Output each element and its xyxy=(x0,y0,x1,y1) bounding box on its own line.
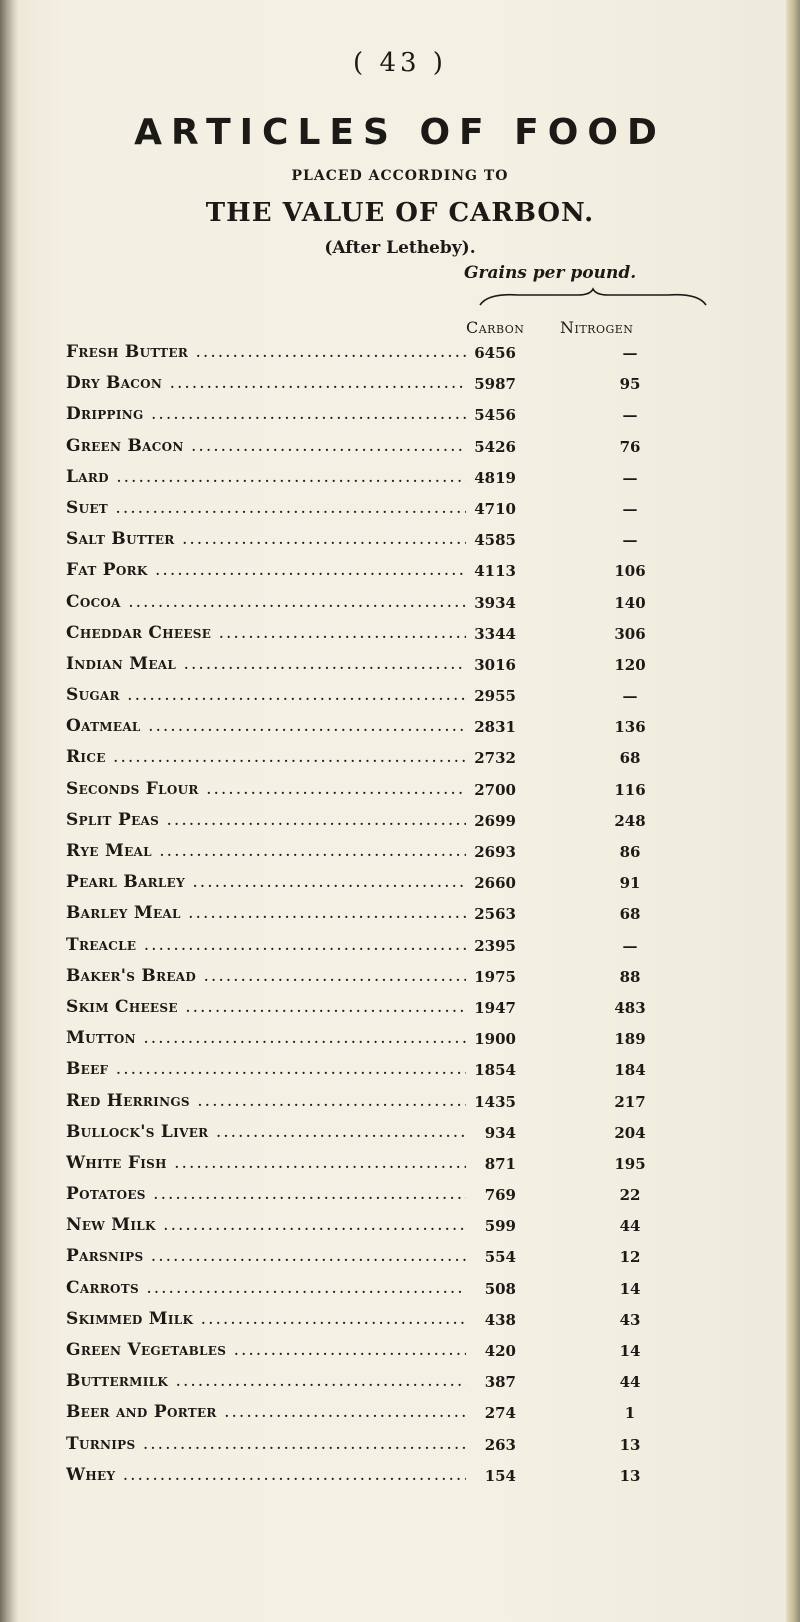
table-row xyxy=(0,962,800,993)
table-row xyxy=(0,1430,800,1461)
page-heading: THE VALUE OF CARBON. xyxy=(205,198,595,228)
nitrogen-value: — xyxy=(622,468,638,487)
carbon-value: 2700 xyxy=(474,780,516,799)
article-name: Fresh Butter ..... xyxy=(66,342,466,362)
article-name: Barley Meal ..... xyxy=(66,903,466,923)
carbon-value: 769 xyxy=(484,1186,516,1205)
table-row xyxy=(0,463,800,494)
food-table xyxy=(0,338,800,1492)
carbon-value: 4113 xyxy=(474,562,516,581)
article-name: Beef ..... xyxy=(66,1059,466,1079)
page-subtitle: PLACED ACCORDING TO xyxy=(291,168,509,184)
table-row xyxy=(0,1336,800,1367)
table-row xyxy=(0,1305,800,1336)
nitrogen-value: 189 xyxy=(614,1030,646,1049)
table-row xyxy=(0,993,800,1024)
carbon-value: 2660 xyxy=(474,874,516,893)
table-row xyxy=(0,650,800,681)
carbon-value: 2395 xyxy=(474,936,516,955)
page-number: ( 43 ) xyxy=(353,48,447,78)
article-name: Salt Butter ..... xyxy=(66,529,466,549)
carbon-value: 2955 xyxy=(474,687,516,706)
table-row xyxy=(0,525,800,556)
column-header-carbon: Carbon xyxy=(466,318,525,337)
article-name: Parsnips ..... xyxy=(66,1246,466,1266)
carbon-value: 438 xyxy=(484,1310,516,1329)
nitrogen-value: 195 xyxy=(614,1154,646,1173)
carbon-value: 871 xyxy=(484,1154,516,1173)
article-name: Dry Bacon ..... xyxy=(66,373,466,393)
nitrogen-value: 483 xyxy=(614,998,646,1017)
article-name: Split Peas ..... xyxy=(66,810,466,830)
column-brace xyxy=(478,287,708,307)
article-name: Treacle ..... xyxy=(66,935,466,955)
carbon-value: 508 xyxy=(484,1279,516,1298)
article-name: Dripping ..... xyxy=(66,404,466,424)
table-row xyxy=(0,494,800,525)
table-row xyxy=(0,369,800,400)
article-name: Baker's Bread ..... xyxy=(66,966,466,986)
table-row xyxy=(0,1024,800,1055)
nitrogen-value: 14 xyxy=(619,1342,641,1360)
column-header-nitrogen: Nitrogen xyxy=(560,318,634,337)
nitrogen-value: 13 xyxy=(619,1435,641,1454)
table-row xyxy=(0,712,800,743)
nitrogen-value: 44 xyxy=(619,1217,641,1236)
carbon-value: 554 xyxy=(484,1248,516,1267)
table-row xyxy=(0,899,800,930)
article-name: Potatoes ..... xyxy=(66,1184,466,1204)
carbon-value: 934 xyxy=(484,1123,516,1142)
table-row xyxy=(0,1398,800,1429)
article-name: Skimmed Milk ..... xyxy=(66,1309,466,1329)
table-row xyxy=(0,556,800,587)
nitrogen-value: — xyxy=(622,531,638,550)
nitrogen-value: 248 xyxy=(614,811,646,830)
carbon-value: 3934 xyxy=(474,593,516,612)
carbon-value: 2563 xyxy=(474,905,516,924)
nitrogen-value: 95 xyxy=(619,375,641,394)
table-row xyxy=(0,1118,800,1149)
table-row xyxy=(0,400,800,431)
carbon-value: 274 xyxy=(484,1404,516,1423)
nitrogen-value: 140 xyxy=(614,593,646,612)
units-label: Grains per pound. xyxy=(464,263,637,283)
carbon-value: 3016 xyxy=(474,655,516,674)
nitrogen-value: 22 xyxy=(619,1186,641,1205)
carbon-value: 5456 xyxy=(474,406,516,425)
table-row xyxy=(0,806,800,837)
carbon-value: 1854 xyxy=(474,1061,516,1080)
table-row xyxy=(0,588,800,619)
nitrogen-value: 184 xyxy=(614,1061,646,1080)
nitrogen-value: 43 xyxy=(619,1310,641,1329)
nitrogen-value: 116 xyxy=(614,780,646,799)
article-name: Cheddar Cheese ..... xyxy=(66,623,466,643)
table-row xyxy=(0,619,800,650)
nitrogen-value: 306 xyxy=(614,624,646,643)
carbon-value: 387 xyxy=(484,1373,516,1392)
article-name: Fat Pork ..... xyxy=(66,560,466,580)
article-name: Bullock's Liver ..... xyxy=(66,1122,466,1142)
carbon-value: 6456 xyxy=(474,344,516,362)
carbon-value: 4710 xyxy=(474,499,516,518)
table-row xyxy=(0,837,800,868)
nitrogen-value: — xyxy=(622,687,638,706)
nitrogen-value: 217 xyxy=(614,1092,646,1111)
nitrogen-value: 14 xyxy=(619,1279,641,1298)
table-row xyxy=(0,1242,800,1273)
article-name: Seconds Flour ..... xyxy=(66,779,466,799)
table-row xyxy=(0,681,800,712)
table-row xyxy=(0,775,800,806)
carbon-value: 599 xyxy=(484,1217,516,1236)
table-row xyxy=(0,931,800,962)
nitrogen-value: 76 xyxy=(619,437,641,456)
nitrogen-value: — xyxy=(622,406,638,425)
article-name: Beer and Porter ..... xyxy=(66,1402,466,1422)
article-name: Rye Meal ..... xyxy=(66,841,466,861)
nitrogen-value: 13 xyxy=(619,1466,641,1485)
table-row xyxy=(0,432,800,463)
carbon-value: 1900 xyxy=(474,1030,516,1049)
nitrogen-value: 204 xyxy=(614,1123,646,1142)
article-name: Mutton ..... xyxy=(66,1028,466,1048)
nitrogen-value: — xyxy=(622,936,638,955)
carbon-value: 4585 xyxy=(474,531,516,550)
carbon-value: 4819 xyxy=(474,468,516,487)
article-name: Turnips ..... xyxy=(66,1434,466,1454)
table-row xyxy=(0,1149,800,1180)
carbon-value: 1975 xyxy=(474,967,516,986)
table-row xyxy=(0,743,800,774)
carbon-value: 1947 xyxy=(474,998,516,1017)
nitrogen-value: — xyxy=(622,499,638,518)
article-name: Green Vegetables ..... xyxy=(66,1340,466,1360)
attribution: (After Letheby). xyxy=(324,238,476,258)
table-row xyxy=(0,1367,800,1398)
table-row xyxy=(0,1055,800,1086)
nitrogen-value: 136 xyxy=(614,718,646,737)
nitrogen-value: 106 xyxy=(614,562,646,581)
carbon-value: 5987 xyxy=(474,375,516,394)
article-name: Whey ..... xyxy=(66,1465,466,1485)
article-name: White Fish ..... xyxy=(66,1153,466,1173)
carbon-value: 263 xyxy=(484,1435,516,1454)
article-name: Sugar ..... xyxy=(66,685,466,705)
carbon-value: 3344 xyxy=(474,624,516,643)
table-row xyxy=(0,338,800,369)
article-name: Cocoa ..... xyxy=(66,592,466,612)
table-row xyxy=(0,1211,800,1242)
article-name: New Milk ..... xyxy=(66,1215,466,1235)
article-name: Buttermilk ..... xyxy=(66,1371,466,1391)
nitrogen-value: 120 xyxy=(614,655,646,674)
table-row xyxy=(0,868,800,899)
table-row xyxy=(0,1180,800,1211)
carbon-value: 2699 xyxy=(474,811,516,830)
carbon-value: 154 xyxy=(484,1466,516,1485)
article-name: Indian Meal ..... xyxy=(66,654,466,674)
article-name: Rice ..... xyxy=(66,747,466,767)
article-name: Suet ..... xyxy=(66,498,466,518)
carbon-value: 1435 xyxy=(474,1092,516,1111)
nitrogen-value: 68 xyxy=(619,905,641,924)
nitrogen-value: 1 xyxy=(624,1404,636,1423)
carbon-value: 2831 xyxy=(474,718,516,737)
table-row xyxy=(0,1087,800,1118)
nitrogen-value: 12 xyxy=(619,1248,641,1267)
nitrogen-value: 88 xyxy=(619,967,641,986)
article-name: Skim Cheese ..... xyxy=(66,997,466,1017)
article-name: Green Bacon ..... xyxy=(66,436,466,456)
page-title: ARTICLES OF FOOD xyxy=(134,112,666,153)
nitrogen-value: 68 xyxy=(619,749,641,768)
nitrogen-value: 44 xyxy=(619,1373,641,1392)
article-name: Oatmeal ..... xyxy=(66,716,466,736)
article-name: Red Herrings ..... xyxy=(66,1091,466,1111)
nitrogen-value: — xyxy=(622,344,638,362)
article-name: Pearl Barley ..... xyxy=(66,872,466,892)
nitrogen-value: 91 xyxy=(619,874,641,893)
carbon-value: 420 xyxy=(484,1342,516,1360)
carbon-value: 5426 xyxy=(474,437,516,456)
article-name: Carrots ..... xyxy=(66,1278,466,1298)
nitrogen-value: 86 xyxy=(619,843,641,861)
article-name: Lard ..... xyxy=(66,467,466,487)
carbon-value: 2732 xyxy=(474,749,516,768)
table-row xyxy=(0,1274,800,1305)
carbon-value: 2693 xyxy=(474,843,516,861)
table-row xyxy=(0,1461,800,1492)
